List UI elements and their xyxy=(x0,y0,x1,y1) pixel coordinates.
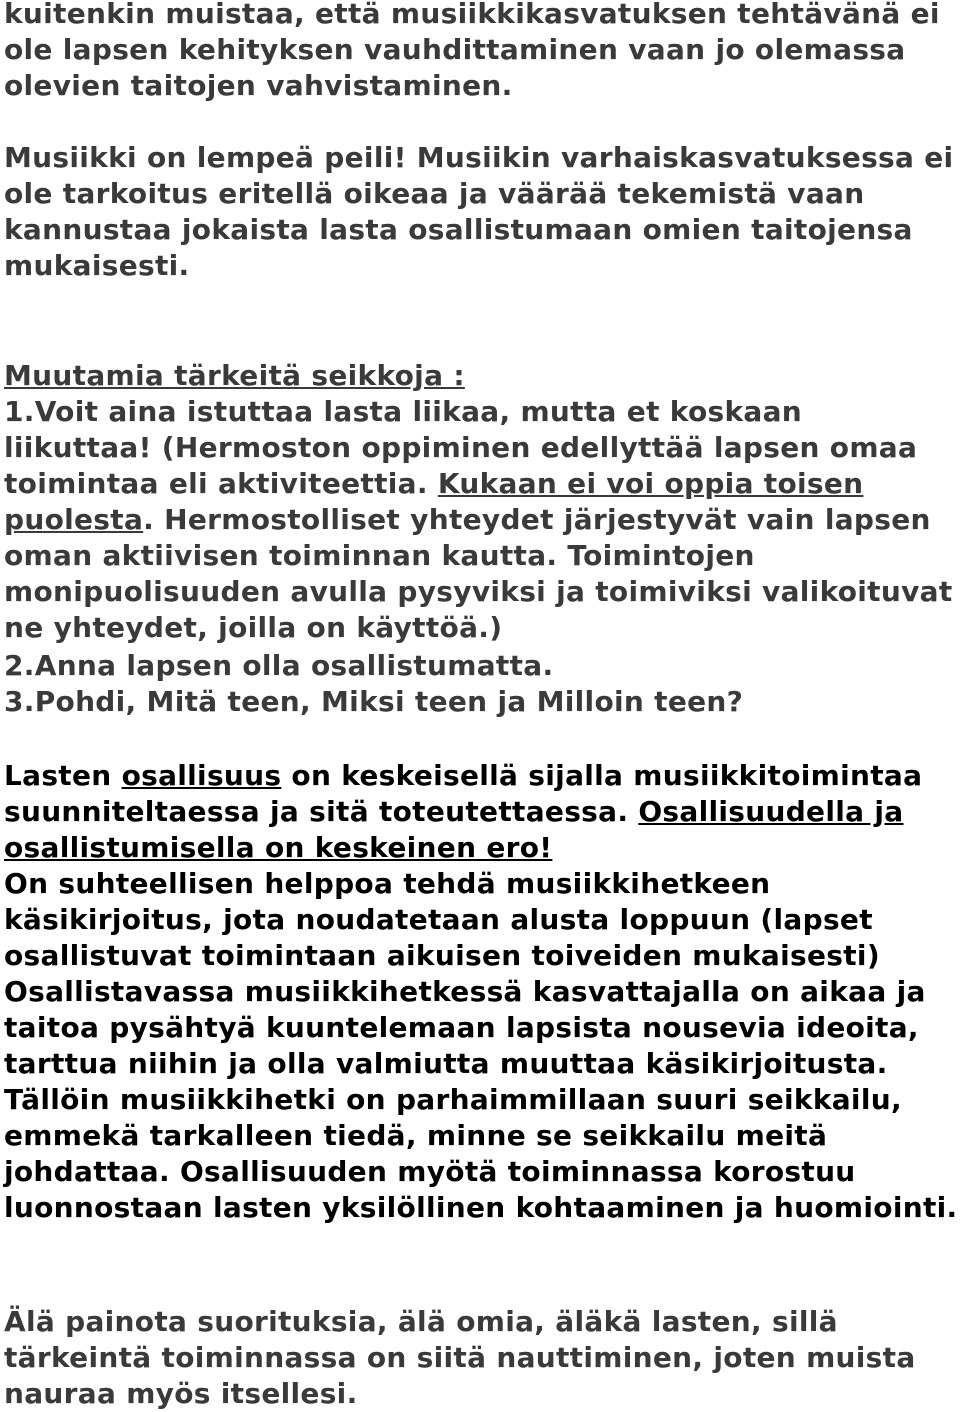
list-item-1-text-a: (Hermoston oppiminen edellyttää lapsen omaa toimintaa eli aktiviteettia. xyxy=(4,431,918,500)
list-item-2-text: 2.Anna lapsen olla osallistumatta. xyxy=(4,649,554,682)
paragraph-mirror-text: Musiikki on lempeä peili! Musiikin varhaiskasvatuksessa ei ole tarkoitus eritellä oikeaa ja väärää tekemistä vaan kannustaa jokaista lasta osallistumaan omien taitojensa mukaisesti. xyxy=(4,141,954,282)
list-item-2 xyxy=(4,648,958,684)
para4-text-a: Lasten xyxy=(4,759,122,792)
list-item-1-text-b: . Hermostolliset yhteydet järjestyvät vain lapsen oman aktiivisen toiminnan kautta. Toimintojen monipuolisuuden avulla pysyviksi ja toimiviksi valikoituvat ne yhteydet, joilla on käyttöä.) xyxy=(4,503,953,644)
list-item-1 xyxy=(4,394,958,646)
para4-underlined-1: osallisuus xyxy=(121,759,282,792)
para4-underlined-2: Osallisuudella ja osallistumisella on keskeinen ero! xyxy=(4,795,904,864)
paragraph-intro-text: kuitenkin muistaa, että musiikkikasvatuksen tehtävänä ei ole lapsen kehityksen vauhdittaminen vaan jo olemassa olevien taitojen vahvistaminen. xyxy=(4,0,940,102)
para4-text-b: on keskeisellä sijalla musiikkitoimintaa suunniteltaessa ja sitä toteutettaessa. xyxy=(4,759,923,828)
list-item-3-text: 3.Pohdi, Mitä teen, Miksi teen ja Milloin teen? xyxy=(4,685,744,718)
heading-text: Muutamia tärkeitä seikkoja : xyxy=(4,359,465,392)
paragraph-mirror xyxy=(4,140,958,284)
section-heading xyxy=(4,358,958,394)
para4-text-c: On suhteellisen helppoa tehdä musiikkihetkeen käsikirjoitus, jota noudatetaan alusta loppuun (lapset osallistuvat toimintaan aikuisen toiveiden mukaisesti) Osallistavassa musiikkihetkessä kasvattajalla on aikaa ja taitoa pysähtyä kuuntelemaan lapsista nousevia ideoita, tarttua niihin ja olla valmiutta muuttaa käsikirjoitusta. Tällöin musiikkihetki on parhaimmillaan suuri seikkailu, emmekä tarkalleen tiedä, minne se seikkailu meitä johdattaa. Osallisuuden myötä toiminnassa korostuu luonnostaan lasten yksilöllinen kohtaaminen ja huomiointi. xyxy=(4,867,958,1224)
paragraph-closing-text: Älä painota suorituksia, älä omia, äläkä lasten, sillä tärkeintä toiminnassa on siitä nauttiminen, joten muista nauraa myös itsellesi. xyxy=(4,1305,916,1410)
paragraph-intro xyxy=(4,0,958,104)
list-item-1-title: 1.Voit aina istuttaa lasta liikaa, mutta et koskaan liikuttaa! xyxy=(4,395,803,464)
paragraph-closing xyxy=(4,1304,958,1412)
list-item-1-underlined: Kukaan ei voi oppia toisen puolesta xyxy=(4,467,864,536)
list-item-3 xyxy=(4,684,958,720)
paragraph-participation xyxy=(4,758,960,1226)
